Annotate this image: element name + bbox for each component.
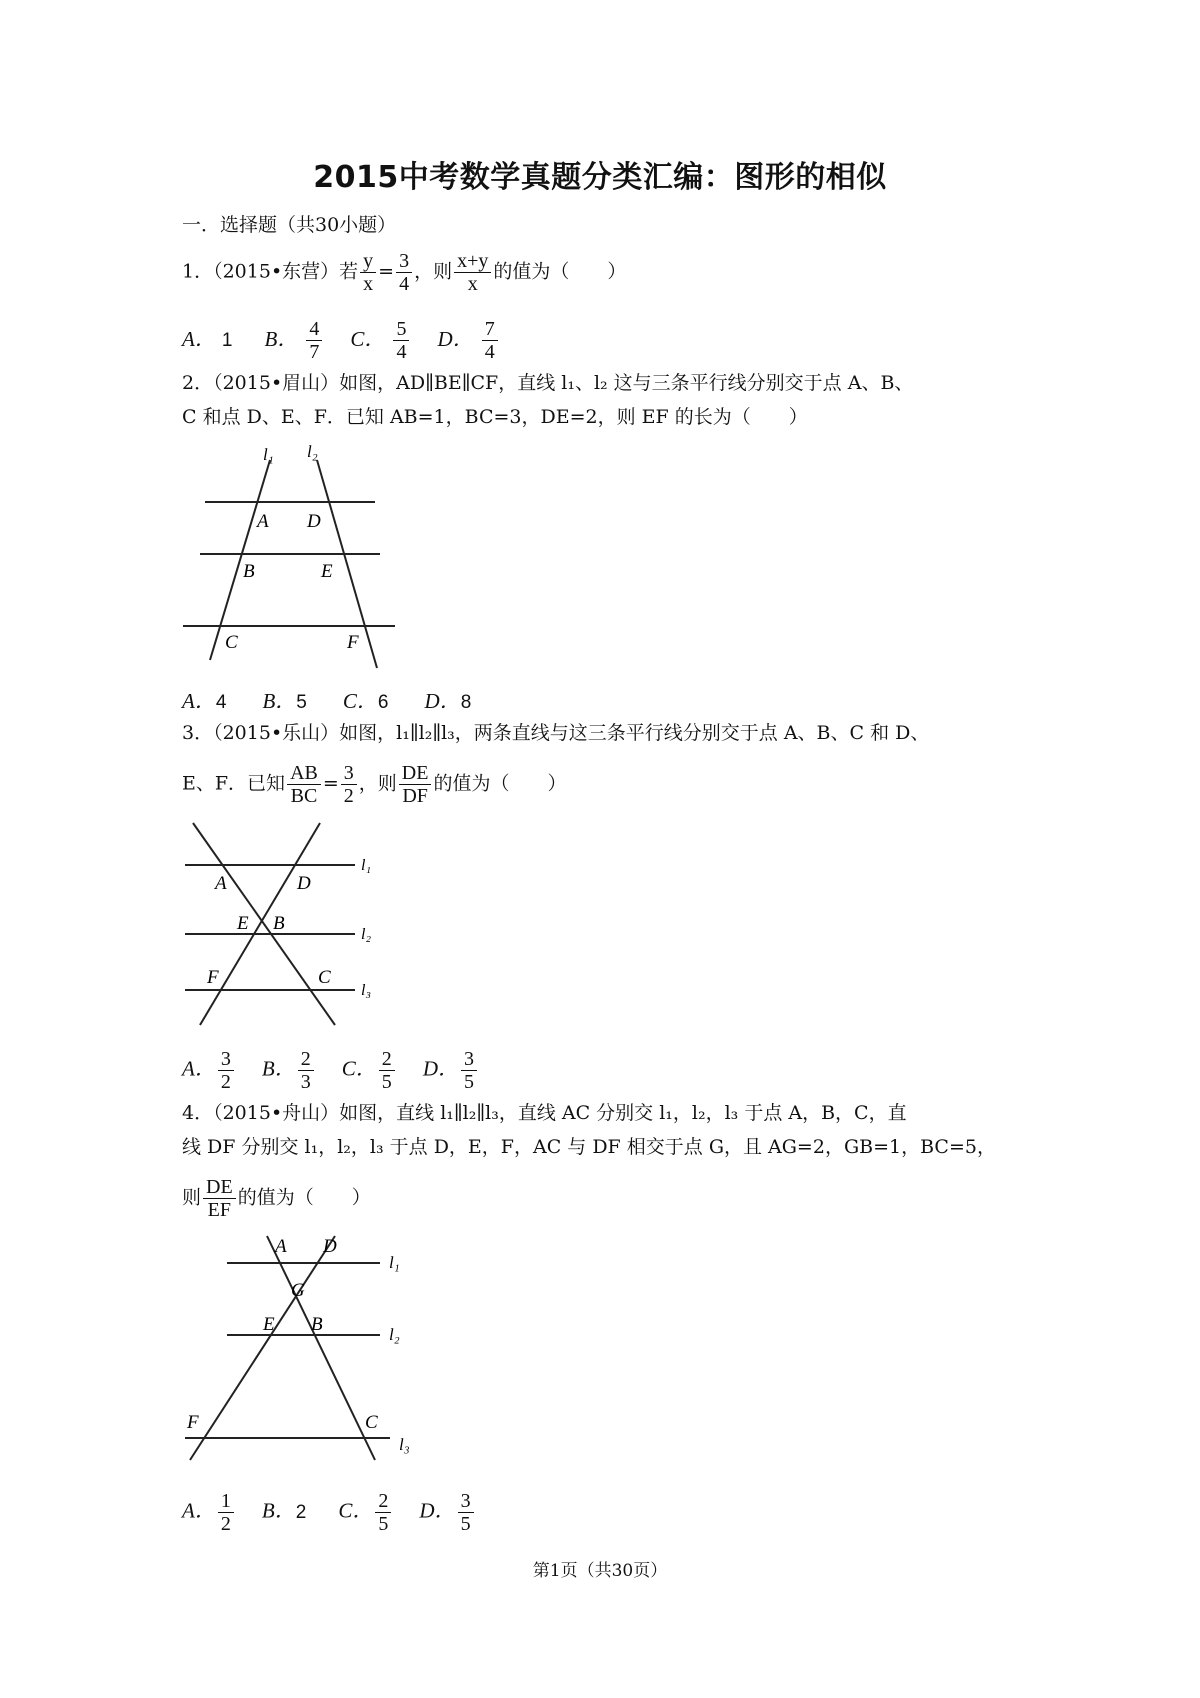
q4-label-l2: l₂ [389, 1325, 400, 1344]
question-1 [182, 250, 626, 295]
q3-label-l3: l₃ [361, 982, 372, 999]
q2-option-b-label: B． [262, 689, 297, 713]
q2-label-d: D [307, 511, 321, 532]
q2-line-l1 [210, 460, 270, 660]
q1-post: 的值为（ ） [493, 260, 627, 283]
q3-text-1: 如图，l₁∥l₂∥l₃，两条直线与这三条平行线分别交于点 A、B、C 和 D、 [339, 722, 930, 744]
q3-post: 的值为（ ） [433, 772, 567, 795]
q4-label-d: D [323, 1236, 337, 1257]
section-heading: 一．选择题（共30小题） [182, 214, 397, 236]
q4-number: 4． [182, 1102, 214, 1124]
q3-option-b: $\frac{2}{3}$ [298, 1048, 314, 1093]
q3-option-c-label: C． [341, 1056, 377, 1081]
q2-options [182, 688, 471, 716]
q1-option-b: $\frac{4}{7}$ [306, 318, 322, 363]
q1-mid: ，则 [414, 260, 453, 283]
q3-label-c: C [318, 967, 331, 988]
q3-option-c: $\frac{2}{5}$ [379, 1048, 395, 1093]
q4-label-l1: l₁ [389, 1253, 400, 1272]
q2-option-d-label: D． [424, 689, 461, 713]
q2-option-c-label: C． [342, 689, 378, 713]
q4-line-2: 线 DF 分别交 l₁，l₂，l₃ 于点 D，E，F，AC 与 DF 相交于点 G，且 AG=2，GB=1，BC=5， [182, 1136, 996, 1158]
q1-pre: 若 [339, 260, 359, 283]
q2-label-c: C [225, 632, 238, 653]
q3-pre: E、F．已知 [182, 772, 286, 795]
q2-label-e: E [321, 561, 333, 582]
q1-fraction-xy-over-x: $\frac{x+y}{x}$ [454, 250, 491, 295]
q2-label-b: B [243, 561, 255, 582]
q1-option-a-label: A． [182, 326, 216, 351]
q3-label-f: F [207, 967, 219, 988]
q3-transversal-df [200, 823, 320, 1025]
q2-text-1: 如图，AD∥BE∥CF，直线 l₁、l₂ 这与三条平行线分别交于点 A、B、 [339, 372, 914, 394]
q1-number: 1． [182, 260, 214, 283]
q3-label-l1: l₁ [361, 857, 372, 874]
q3-line-2 [182, 762, 566, 807]
q2-option-c: 6 [377, 692, 389, 713]
q4-transversal-df [190, 1236, 335, 1460]
q1-option-c: $\frac{5}{4}$ [393, 318, 409, 363]
q3-label-e: E [237, 913, 249, 934]
q1-fraction-3-over-4: $\frac{3}{4}$ [396, 250, 412, 295]
q3-options [182, 1048, 479, 1093]
q4-option-a: $\frac{1}{2}$ [218, 1490, 234, 1535]
q1-option-d: $\frac{7}{4}$ [482, 318, 498, 363]
q4-label-g: G [291, 1280, 305, 1301]
q3-source: （2015•乐山） [213, 722, 340, 744]
q4-option-c-label: C． [338, 1498, 374, 1523]
q3-transversal-ac [193, 823, 335, 1025]
q2-option-a-label: A． [182, 689, 216, 713]
q4-option-c: $\frac{2}{5}$ [375, 1490, 391, 1535]
q4-label-l3: l₃ [399, 1435, 410, 1454]
q3-option-a: $\frac{3}{2}$ [218, 1048, 234, 1093]
q4-pre: 则 [182, 1186, 202, 1209]
q4-option-a-label: A． [182, 1498, 216, 1523]
q4-transversal-ac [267, 1236, 375, 1460]
q3-option-b-label: B． [261, 1056, 296, 1081]
q3-option-d: $\frac{3}{5}$ [461, 1048, 477, 1093]
q4-option-b: 2 [295, 1501, 307, 1523]
q1-option-b-label: B． [264, 326, 299, 351]
q3-fraction-3-2: $\frac{3}{2}$ [341, 762, 357, 807]
q4-label-c: C [365, 1412, 378, 1433]
q3-fraction-de-df: $\frac{DE}{DF}$ [399, 762, 432, 807]
q4-text-1: 如图，直线 l₁∥l₂∥l₃，直线 AC 分别交 l₁，l₂，l₃ 于点 A，B，C，直 [339, 1102, 907, 1124]
q4-figure [175, 1228, 435, 1468]
q3-mid: ，则 [358, 772, 397, 795]
q4-option-d-label: D． [419, 1498, 456, 1523]
q4-line-1 [182, 1100, 907, 1126]
q4-line-3 [182, 1176, 371, 1221]
q1-fraction-y-over-x: $\frac{y}{x}$ [360, 250, 376, 295]
q2-line-1 [182, 370, 913, 396]
q2-line-2: C 和点 D、E、F．已知 AB=1，BC=3，DE=2，则 EF 的长为（ ） [182, 406, 808, 428]
q3-number: 3． [182, 722, 214, 744]
q2-option-b: 5 [296, 692, 307, 713]
q1-source: （2015•东营） [213, 260, 340, 283]
q3-label-d: D [297, 873, 311, 894]
q4-source: （2015•舟山） [213, 1102, 340, 1124]
q2-label-l1: l₁ [263, 445, 274, 464]
q3-option-a-label: A． [182, 1056, 216, 1081]
q4-option-b-label: B． [261, 1498, 296, 1523]
q2-option-d: 8 [460, 692, 472, 713]
q2-label-l2: l₂ [307, 442, 318, 461]
q3-label-l2: l₂ [361, 926, 372, 943]
q1-equals: = [378, 260, 395, 283]
page-title: 2015中考数学真题分类汇编：图形的相似 [313, 160, 887, 195]
q3-equals: = [322, 772, 339, 795]
q4-fraction-de-ef: $\frac{DE}{EF}$ [203, 1176, 236, 1221]
q3-line-1 [182, 720, 929, 746]
q4-label-f: F [187, 1412, 199, 1433]
q2-source: （2015•眉山） [213, 372, 340, 394]
q3-fraction-ab-bc: $\frac{AB}{BC}$ [287, 762, 321, 807]
q4-label-e: E [263, 1314, 275, 1335]
q3-label-b: B [273, 913, 285, 934]
q1-option-d-label: D． [437, 326, 474, 351]
q4-label-b: B [311, 1314, 323, 1335]
q4-options [182, 1490, 476, 1535]
q2-figure [175, 440, 405, 675]
q1-option-c-label: C． [350, 326, 386, 351]
q2-label-f: F [347, 632, 359, 653]
q2-label-a: A [257, 511, 269, 532]
q4-label-a: A [275, 1236, 287, 1257]
q3-option-d-label: D． [422, 1056, 459, 1081]
q3-figure [175, 815, 395, 1030]
q2-option-a: 4 [215, 692, 227, 713]
q1-option-a: 1 [221, 329, 233, 351]
q3-label-a: A [215, 873, 227, 894]
page-footer: 第1页（共30页） [532, 1561, 668, 1581]
q4-post: 的值为（ ） [237, 1186, 371, 1209]
q2-number: 2． [182, 372, 214, 394]
q1-options [182, 318, 500, 363]
q4-option-d: $\frac{3}{5}$ [458, 1490, 474, 1535]
